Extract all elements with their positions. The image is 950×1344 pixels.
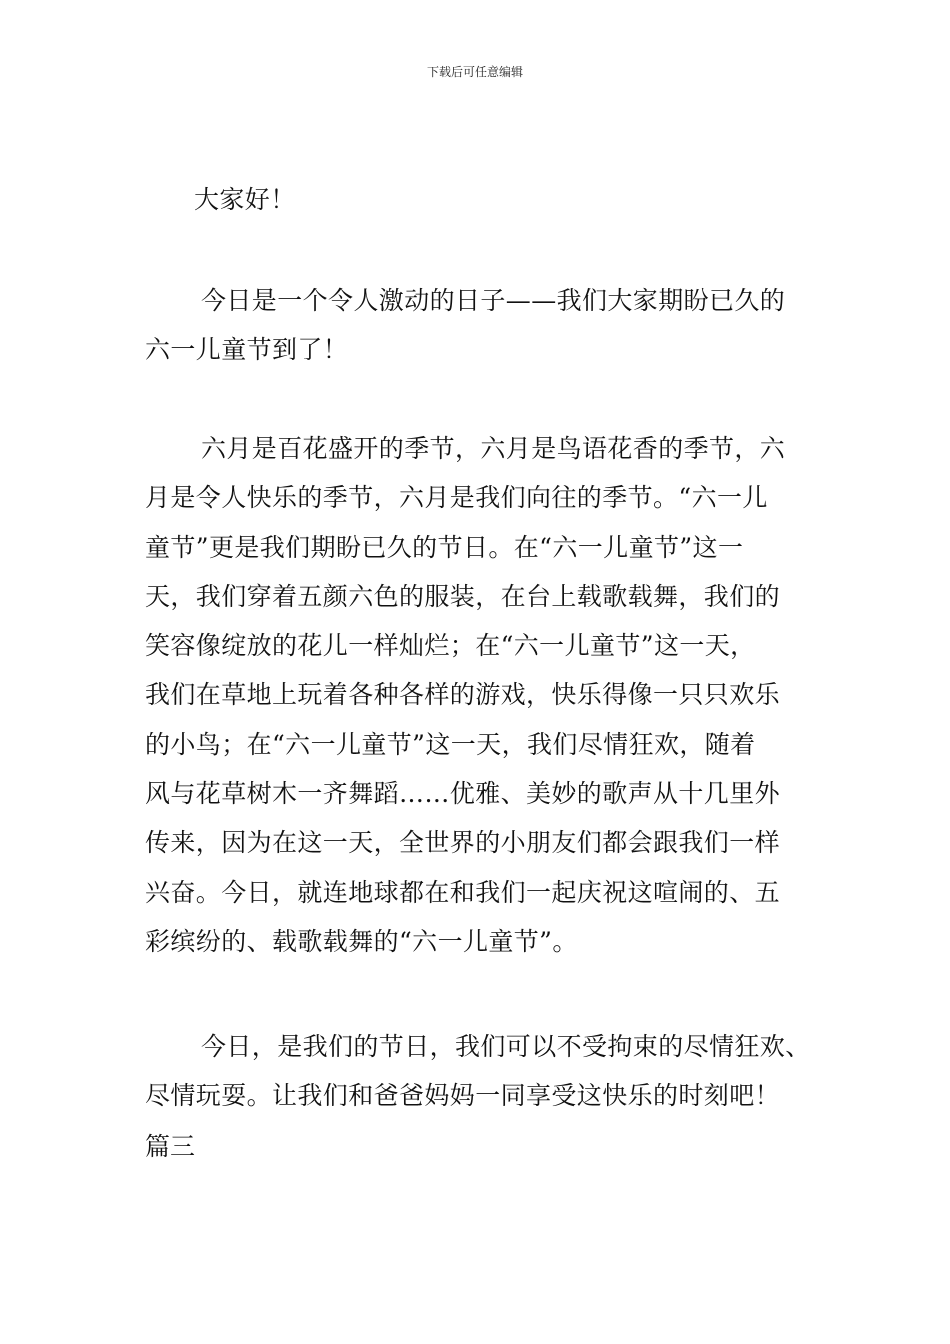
section-label: 篇三 (145, 1132, 196, 1161)
greeting-line: 大家好！ (194, 185, 296, 214)
paragraph-2: 六月是百花盛开的季节，六月是鸟语花香的季节，六 月是令人快乐的季节，六月是我们向往的季节。“六一儿 童节”更是我们期盼已久的节日。在“六一儿童节”这一 天，我们穿着五颜六色的服装，在台上载歌载舞，我们的 笑容像绽放的花儿一样灿烂；在“六一儿童节”这一天， 我们在草地上玩着各种各样的游戏，快乐得像一只只欢乐 的小鸟；在“六一儿童节”这一天，我们尽情狂欢，随着 风与花草树木一齐舞蹈……优雅、美妙的歌声从十几里外 传来，因为在这一天，全世界的小朋友们都会跟我们一样 兴奋。今日，就连地球都在和我们一起庆祝这喧闹的、五 彩缤纷的、载歌载舞的“六一儿童节”。 (145, 434, 786, 956)
paragraph-1: 今日是一个令人激动的日子——我们大家期盼已久的 六一儿童节到了！ (145, 286, 786, 365)
paragraph-3: 今日，是我们的节日，我们可以不受拘束的尽情狂欢、 尽情玩耍。让我们和爸爸妈妈一同享受这快乐的时刻吧！ (145, 1032, 811, 1111)
header-note: 下载后可任意编辑 (426, 65, 523, 79)
